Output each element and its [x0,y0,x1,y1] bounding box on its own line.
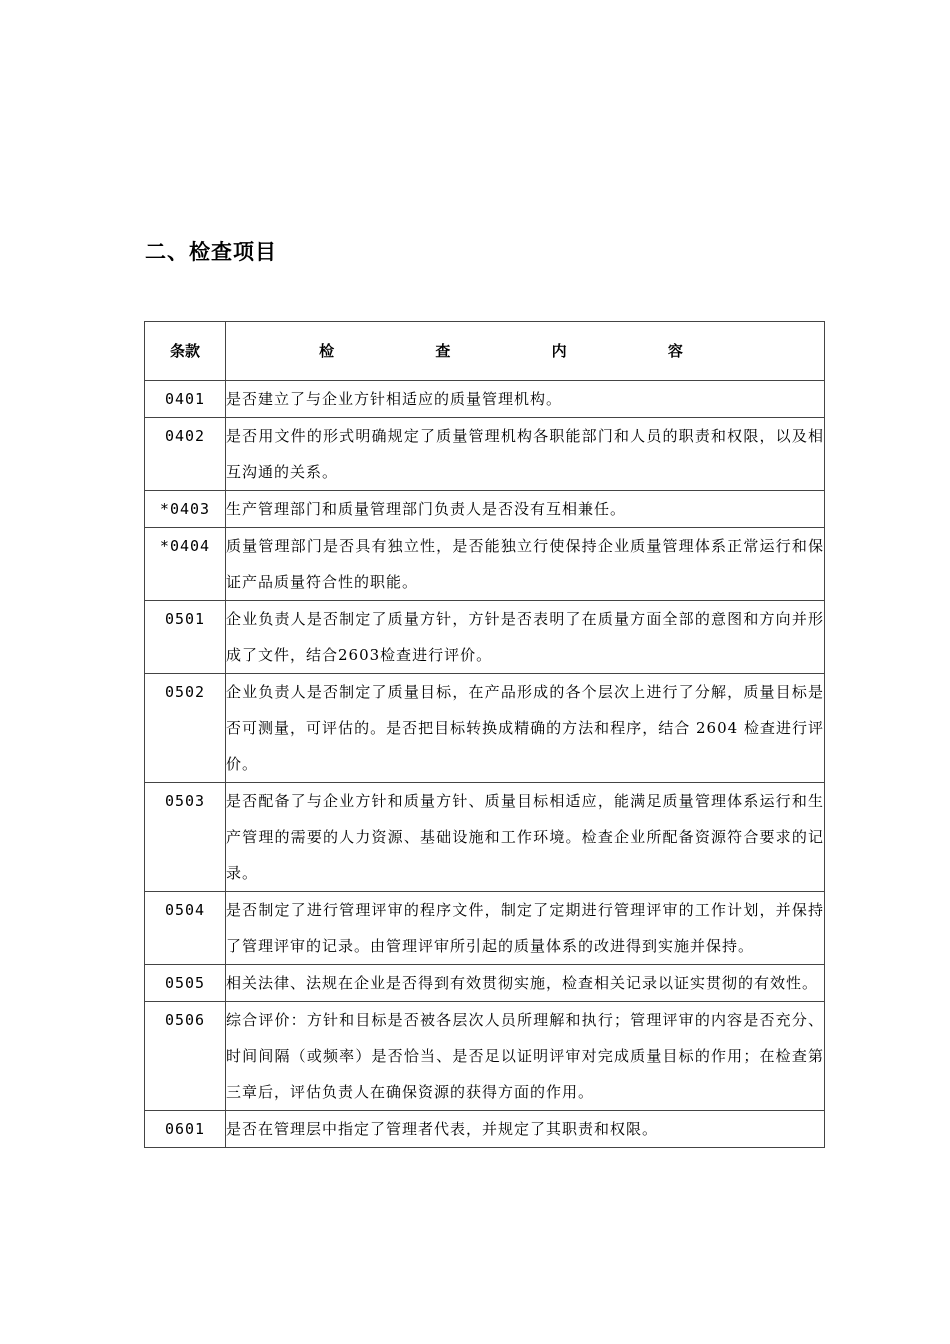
clause-text: 企业负责人是否制定了质量目标，在产品形成的各个层次上进行了分解，质量目标是否可测量，可评估的。是否把目标转换成精确的方法和程序，结合 2604 检查进行评价。 [226,674,825,783]
clause-code: 0401 [145,381,226,418]
clause-code: 0502 [145,674,226,783]
clause-code: *0404 [145,528,226,601]
table-row [145,783,825,892]
clause-text: 相关法律、法规在企业是否得到有效贯彻实施，检查相关记录以证实贯彻的有效性。 [226,965,825,1002]
table-row [145,491,825,528]
clause-code: *0403 [145,491,226,528]
table-row [145,528,825,601]
header-content: 检 查 内 容 [226,322,825,381]
clause-code: 0402 [145,418,226,491]
clause-text: 综合评价：方针和目标是否被各层次人员所理解和执行；管理评审的内容是否充分、时间间隔（或频率）是否恰当、是否足以证明评审对完成质量目标的作用；在检查第三章后，评估负责人在确保资源的获得方面的作用。 [226,1002,825,1111]
clause-text: 是否在管理层中指定了管理者代表，并规定了其职责和权限。 [226,1111,825,1148]
table-row [145,965,825,1002]
clause-text: 质量管理部门是否具有独立性，是否能独立行使保持企业质量管理体系正常运行和保证产品质量符合性的职能。 [226,528,825,601]
clause-code: 0501 [145,601,226,674]
header-clause: 条款 [145,322,226,381]
inspection-items-table [144,321,825,1148]
table-row [145,674,825,783]
section-heading: 二、检查项目 [145,240,277,264]
clause-text: 企业负责人是否制定了质量方针，方针是否表明了在质量方面全部的意图和方向并形成了文件，结合2603检查进行评价。 [226,601,825,674]
table-row [145,1002,825,1111]
clause-text: 是否用文件的形式明确规定了质量管理机构各职能部门和人员的职责和权限，以及相互沟通的关系。 [226,418,825,491]
clause-text: 是否配备了与企业方针和质量方针、质量目标相适应，能满足质量管理体系运行和生产管理的需要的人力资源、基础设施和工作环境。检查企业所配备资源符合要求的记录。 [226,783,825,892]
table-row [145,418,825,491]
clause-text: 是否建立了与企业方针相适应的质量管理机构。 [226,381,825,418]
table-row [145,381,825,418]
clause-code: 0505 [145,965,226,1002]
table-row [145,1111,825,1148]
table-row [145,601,825,674]
clause-code: 0504 [145,892,226,965]
table-header-row [145,322,825,381]
table-row [145,892,825,965]
clause-code: 0601 [145,1111,226,1148]
clause-code: 0506 [145,1002,226,1111]
clause-text: 是否制定了进行管理评审的程序文件，制定了定期进行管理评审的工作计划，并保持了管理评审的记录。由管理评审所引起的质量体系的改进得到实施并保持。 [226,892,825,965]
clause-code: 0503 [145,783,226,892]
clause-text: 生产管理部门和质量管理部门负责人是否没有互相兼任。 [226,491,825,528]
